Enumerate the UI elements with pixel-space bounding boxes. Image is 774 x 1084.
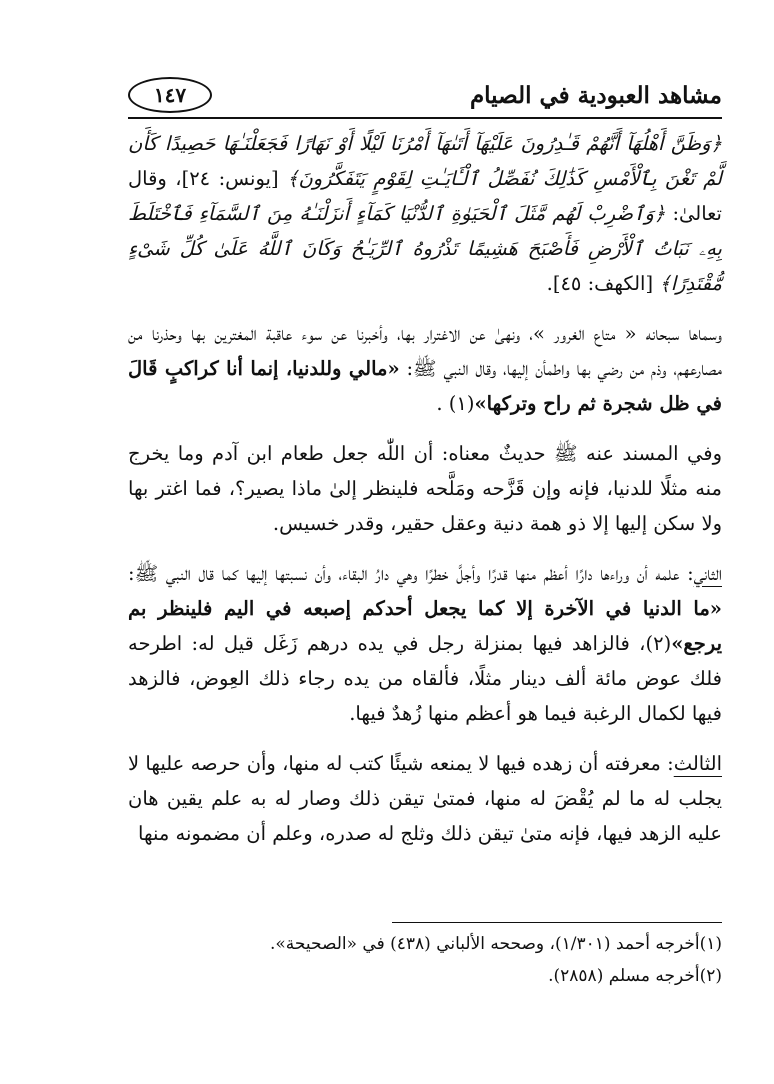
- hadith-quote: «ما الدنيا في الآخرة إلا كما يجعل أحدكم إصبعه في اليم فلينظر بم يرجع»: [128, 597, 722, 655]
- paragraph: [128, 436, 722, 541]
- header-rule: [128, 117, 722, 119]
- paragraph: [128, 126, 722, 301]
- quran-verse: ﴿وَٱضْرِبْ لَهُم مَّثَلَ ٱلْحَيَوٰةِ ٱلدُّنْيَا كَمَآءٍ أَنزَلْنَـٰهُ مِنَ ٱلسَّمَآءِ فَٱخْتَلَطَ بِهِۦ نَبَاتُ ٱلْأَرْضِ فَأَصْبَحَ هَشِيمًا تَذْرُوهُ ٱلرِّيَـٰحُ وَكَانَ ٱللَّهُ عَلَىٰ كُلِّ شَىْءٍ مُّقْتَدِرًا﴾: [128, 202, 722, 295]
- paragraph-text: وفي المسند عنه ﷺ حديثٌ معناه: أن اللّٰه جعل طعام ابن آدم وما يخرج منه مثلًا للدنيا، فإنه وإن قَزَّحه ومَلَّحه فلينظر إلىٰ ماذا يصير؟، فما اغتر بها ولا سكن إليها إلا ذو همة دنية وعقل حقير، وقدر خسيس.: [128, 442, 722, 535]
- paragraph-text: : معرفته أن زهده فيها لا يمنعه شيئًا كتب له منها، وأن حرصه عليها لا يجلب له ما لم يُقْضَ له منها، فمتىٰ تيقن ذلك وصار له به علم يقين هان عليه الزهد فيها، فإنه متىٰ تيقن ذلك وثلج له صدره، وعلم أن مضمونه منها: [128, 752, 722, 845]
- paragraph: [128, 556, 722, 731]
- page-header: [128, 72, 722, 118]
- hadith-quote: «مالي وللدنيا، إنما أنا كراكبٍ قَالَ في ظل شجرة ثم راح وتركها»: [128, 357, 722, 415]
- footnote-ref: (١) .: [436, 392, 475, 415]
- paragraph-text: (٢)، فالزاهد فيها بمنزلة رجل في يده درهم زَغَل قيل له: اطرحه فلك عوض مائة ألف دينار مثلًا، فألقاه من يده رجاء ذلك العِوض، فالزهد فيها لكمال الرغبة فيما هو أعظم منها زُهدٌ فيها.: [128, 632, 722, 725]
- footnote: (١)أخرجه أحمد (١/٣٠١)، وصححه الألباني (٤٣٨) في «الصحيحة».: [269, 934, 722, 954]
- paragraph-text: وسماها سبحانه « متاع الغرور »، ونهىٰ عن الاغترار بها، وأخبرنا عن سوء عاقبة المغترين بها وحذرنا من مصارعهم، وذم من رضي بها واطمأن إليها، وقال النبي ﷺ:: [128, 322, 722, 380]
- footnote-rule: [392, 922, 722, 923]
- paragraph-text: : علمه أن وراءها دارًا أعظم منها قدرًا وأجلَّ خطرًا وهي دارُ البقاء، وأن نسبتها إليها كما قال النبي ﷺ:: [128, 562, 694, 585]
- footnotes: [128, 928, 722, 992]
- main-text: [128, 126, 722, 866]
- section-marker: الثاني: [693, 562, 722, 585]
- running-title: مشاهد العبودية في الصيام: [469, 81, 722, 109]
- section-marker: الثالث: [673, 752, 722, 775]
- footnote: (٢)أخرجه مسلم (٢٨٥٨).: [548, 966, 722, 986]
- quran-verse: ﴿وَظَنَّ أَهْلُهَآ أَنَّهُمْ قَـٰدِرُونَ عَلَيْهَآ أَتَىٰهَآ أَمْرُنَا لَيْلًا أَوْ نَهَارًا فَجَعَلْنَـٰهَا حَصِيدًا كَأَن لَّمْ تَغْنَ بِٱلْأَمْسِ كَذَٰلِكَ نُفَصِّلُ ٱلْـَٔايَـٰتِ لِقَوْمٍ يَتَفَكَّرُونَ﴾: [128, 132, 722, 190]
- citation-text: [يونس: ٢٤]، وقال تعالىٰ:: [128, 167, 722, 225]
- page-number: ١٤٧: [153, 83, 187, 107]
- paragraph: [128, 316, 722, 421]
- citation-text: [الكهف: ٤٥].: [546, 272, 660, 295]
- page-number-oval: [128, 77, 212, 113]
- paragraph: [128, 746, 722, 851]
